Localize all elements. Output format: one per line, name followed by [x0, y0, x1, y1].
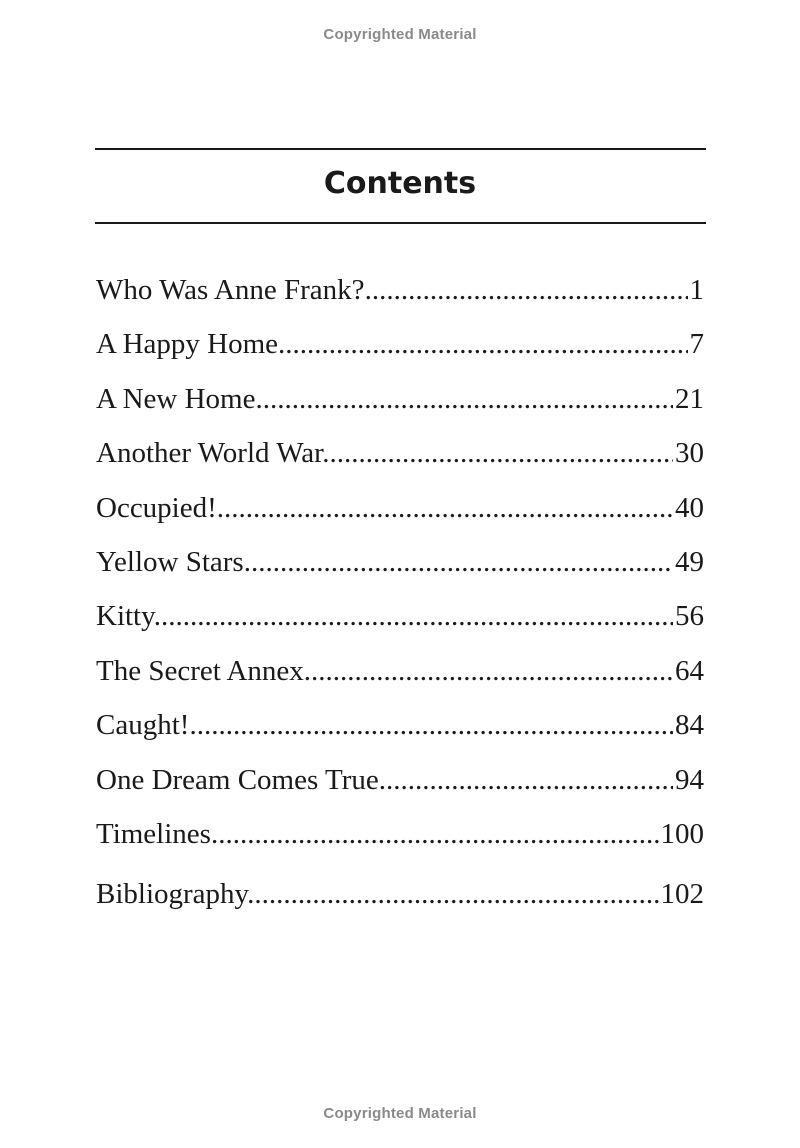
- copyright-watermark-top: Copyrighted Material: [323, 26, 477, 43]
- toc-entry[interactable]: [96, 646, 704, 700]
- toc-entry-title: Timelines .....: [96, 818, 704, 850]
- toc-entry[interactable]: [96, 700, 704, 754]
- toc-entry-page: 7: [688, 319, 705, 369]
- toc-entry-page: 102: [659, 869, 705, 919]
- toc-entry-title: A New Home .....: [96, 383, 704, 415]
- toc-entry[interactable]: [96, 428, 704, 482]
- toc-entry[interactable]: [96, 374, 704, 428]
- table-of-contents: [96, 265, 704, 924]
- top-rule: [95, 148, 706, 150]
- toc-entry-page: 56: [673, 591, 704, 641]
- toc-entry[interactable]: [96, 537, 704, 591]
- page-title: Contents: [323, 166, 477, 201]
- toc-entry-title: A Happy Home .....: [96, 328, 704, 360]
- toc-entry-title: Occupied! .....: [96, 492, 704, 524]
- toc-entry-page: 21: [673, 374, 704, 424]
- toc-entry-page: 1: [688, 265, 705, 315]
- toc-entry[interactable]: [96, 265, 704, 319]
- toc-entry[interactable]: [96, 483, 704, 537]
- toc-entry-page: 30: [673, 428, 704, 478]
- toc-entry-title: One Dream Comes True .....: [96, 764, 704, 796]
- toc-entry-page: 100: [659, 809, 705, 859]
- toc-entry-title: The Secret Annex .....: [96, 655, 704, 687]
- toc-entry-title: Caught! .....: [96, 709, 704, 741]
- toc-entry[interactable]: [96, 755, 704, 809]
- toc-entry-title: Kitty .....: [96, 600, 704, 632]
- toc-entry-title: Bibliography .....: [96, 878, 704, 910]
- toc-entry-page: 84: [673, 700, 704, 750]
- toc-entry[interactable]: [96, 319, 704, 373]
- toc-entry[interactable]: [96, 591, 704, 645]
- bottom-rule: [95, 222, 706, 224]
- toc-entry-page: 49: [673, 537, 704, 587]
- toc-entry-title: Yellow Stars .....: [96, 546, 704, 578]
- toc-entry-page: 94: [673, 755, 704, 805]
- toc-entry[interactable]: [96, 869, 704, 923]
- toc-entry-page: 64: [673, 646, 704, 696]
- toc-entry-title: Another World War .....: [96, 437, 704, 469]
- toc-entry-page: 40: [673, 483, 704, 533]
- copyright-watermark-bottom: Copyrighted Material: [323, 1105, 477, 1122]
- toc-entry[interactable]: [96, 809, 704, 863]
- toc-entry-title: Who Was Anne Frank? .....: [96, 274, 704, 306]
